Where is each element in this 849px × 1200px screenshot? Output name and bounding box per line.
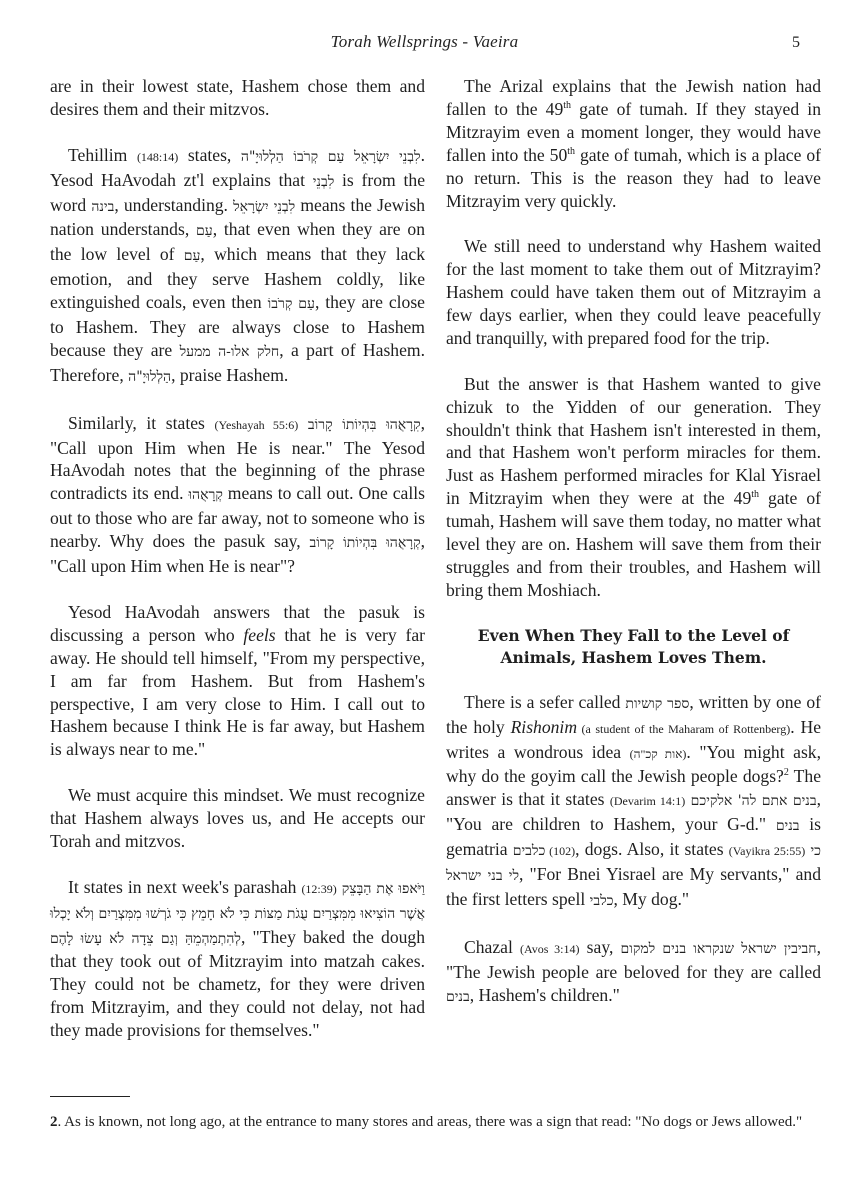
emphasis: Rishonim xyxy=(510,716,578,737)
footnote-marker[interactable]: 2 xyxy=(783,767,789,779)
paragraph: There is a sefer called ספר קושיות, written by one of the holy Rishonim (a student of the Maharam of Rottenberg). He writes a wondrous idea (אות קכ"ה). "You might ask, why do the goyim call the Jewish people dogs?$^2$ The answer is that it states (Devarim 14:1) בנים אתם לה' אלקיכם, "You are children to Hashem, your G-d." בנים is gematria כלבים (102), dogs. Also, it states (Vayikra 25:55) כי לי בני ישראל, "For Bnei Yisrael are My servants," and the first letters spell כלבי, My dog." xyxy=(446,691,822,909)
paragraph: Similarly, it states (Yeshayah 55:6) קִרָאֻהוּ בִּהְיוֹתוֹ קָרוֹב, "Call upon Him when He is near." The Yesod HaAvodah notes that the beginning of the phrase contradicts its end. קְרָאֻהוּ means to call out. One calls out to those who are far away, not to someone who is nearby. Why does the pasuk say, קְרָאֻהוּ בִּהְיוֹתוֹ קָרוֹב, "Call upon Him when He is near"? xyxy=(50,412,425,577)
hebrew-text: חלק אלו-ה ממעל xyxy=(179,343,280,360)
footnote-divider xyxy=(50,1096,130,1097)
citation: (a student of the Maharam of Rottenberg) xyxy=(577,721,791,736)
left-column xyxy=(50,75,425,1065)
hebrew-text: עַם קְרֹבוֹ xyxy=(267,296,315,313)
section-heading: Even When They Fall to the Level of Animals, Hashem Loves Them. xyxy=(477,625,790,667)
citation: (Devarim 14:1) xyxy=(609,794,686,809)
footnote xyxy=(50,1112,810,1132)
hebrew-text: לִבְנֵי xyxy=(312,173,335,190)
citation: (Avos 3:14) xyxy=(520,941,580,956)
citation: (12:39) xyxy=(301,881,337,896)
hebrew-text: בנים xyxy=(775,818,800,835)
hebrew-text: בנים xyxy=(446,988,470,1005)
hebrew-text: לִבְנֵי יִשְׂרָאֵל xyxy=(233,198,296,215)
right-column xyxy=(446,75,821,1031)
paragraph: We must acquire this mindset. We must recognize that Hashem always loves us, and He accepts our Torah and mitzvos. xyxy=(50,785,425,851)
paragraph: Yesod HaAvodah answers that the pasuk is discussing a person who feels that he is very far away. He should tell himself, "From my perspective, I am far from Hashem. But from Hashem's perspective, I am very close to Him. I call out to Hashem because I think He is far away, but Hashem is always near to me." xyxy=(50,601,425,760)
hebrew-text: קְרָאֻהוּ בִּהְיוֹתוֹ קָרוֹב xyxy=(309,535,421,552)
hebrew-text: ספר קושיות xyxy=(625,695,690,712)
citation: (148:14) xyxy=(136,149,179,164)
hebrew-text: קִרָאֻהוּ בִּהְיוֹתוֹ קָרוֹב xyxy=(307,416,421,433)
paragraph: Tehillim (148:14) states, לִבְנֵי יִשְׂרָאֵל עַם קְרֹבוֹ הַלְלוּיָ"ה. Yesod HaAvodah zt'l explains that לִבְנֵי is from the word בינה, understanding. לִבְנֵי יִשְׂרָאֵל means the Jewish nation understands, עַם, that even when they are on the low level of עַם, which means that they lack emotion, and they serve Hashem coldly, like extinguished coals, even then עַם קְרֹבוֹ, they are close to Hashem. They are always close to Hashem because they are חלק אלו-ה ממעל, a part of Hashem. Therefore, הַלְלוּיָ"ה, praise Hashem. xyxy=(50,144,426,385)
hebrew-text: קְרָאֻהוּ xyxy=(188,487,223,504)
citation: (Yeshayah 55:6) xyxy=(214,417,299,432)
citation: (Vayikra 25:55) xyxy=(728,844,806,859)
paragraph: We still need to understand why Hashem waited for the last moment to take them out of Mitzrayim? Hashem could have taken them out of Mitzrayim a few days earlier, when they could leave peacefully and tranquilly, with prepared food for the trip. xyxy=(446,236,821,348)
citation: (אות קכ"ה) xyxy=(629,746,687,761)
footnote-text: . As is known, not long ago, at the entrance to many stores and areas, there was a sign that read: "No dogs or Jews allowed." xyxy=(57,1114,803,1130)
citation: (102) xyxy=(545,844,576,859)
hebrew-text: כלבי xyxy=(589,892,614,909)
emphasis: feels xyxy=(243,624,276,645)
footnote-number: 2 xyxy=(50,1114,58,1130)
hebrew-text: וַיֹּאפוּ אֶת הַבָּצֵק אֲשֶׁר הוֹצִיאוּ מִמִּצְרַיִם עֻגֹת מַצּוֹת כִּי לֹא חָמֵץ כִּי גֹרְשׁוּ מִמִּצְרַיִם וְלֹא יָכְלוּ לְהִתְמַהְמֵהַּ וְגַם צֵדָה לֹא עָשׂוּ לָהֶם xyxy=(50,880,425,947)
paragraph: But the answer is that Hashem wanted to give chizuk to the Yidden of our generation. They shouldn't think that Hashem isn't interested in them, and that Hashem won't perform miracles for them. Just as Hashem performed miracles for Klal Yisrael in Mitzrayim when they were at the 49th gate of tumah, Hashem will save them today, no matter what level they are on. Hashem will save them from their struggles and from their troubles, and Hashem will bring them Moshiach. xyxy=(446,373,821,600)
paragraph: Chazal (Avos 3:14) say, חביבין ישראל שנקראו בנים למקום, "The Jewish people are beloved for they are called בנים, Hashem's children." xyxy=(446,936,821,1005)
paragraph: are in their lowest state, Hashem chose them and desires them and their mitzvos. xyxy=(50,76,425,119)
hebrew-text: הַלְלוּיָ"ה xyxy=(128,368,172,385)
paragraph: The Arizal explains that the Jewish nation had fallen to the 49th gate of tumah. If they stayed in Mitzrayim even a moment longer, they would have fallen into the 50th gate of tumah, which is a place of no return. This is the reason they had to leave Mitzrayim very quickly. xyxy=(446,76,821,211)
hebrew-text: בינה xyxy=(91,198,115,215)
hebrew-text: כי לי בני ישראל xyxy=(446,843,821,885)
hebrew-text: בנים אתם לה' אלקיכם xyxy=(690,793,817,810)
hebrew-text: כלבים xyxy=(512,843,546,860)
hebrew-text: לִבְנֵי יִשְׂרָאֵל עַם קְרֹבוֹ הַלְלוּיָ"ה xyxy=(240,148,421,165)
hebrew-text: חביבין ישראל שנקראו בנים למקום xyxy=(620,940,817,957)
header-title: Torah Wellsprings - Vaeira xyxy=(330,32,519,51)
hebrew-text: עַם xyxy=(183,248,201,265)
page-number: 5 xyxy=(792,34,800,51)
hebrew-text: עַם xyxy=(196,223,213,240)
paragraph: It states in next week's parashah (12:39) וַיֹּאפוּ אֶת הַבָּצֵק אֲשֶׁר הוֹצִיאוּ מִמִּצְרַיִם עֻגֹת מַצּוֹת כִּי לֹא חָמֵץ כִּי גֹרְשׁוּ מִמִּצְרַיִם וְלֹא יָכְלוּ לְהִתְמַהְמֵהַּ וְגַם צֵדָה לֹא עָשׂוּ לָהֶם, "They baked the dough that they took out of Mitzrayim into matzah cakes. They could not be chametz, for they were driven from Mitzrayim, and they could not delay, not had they made provisions for themselves." xyxy=(50,876,426,1041)
